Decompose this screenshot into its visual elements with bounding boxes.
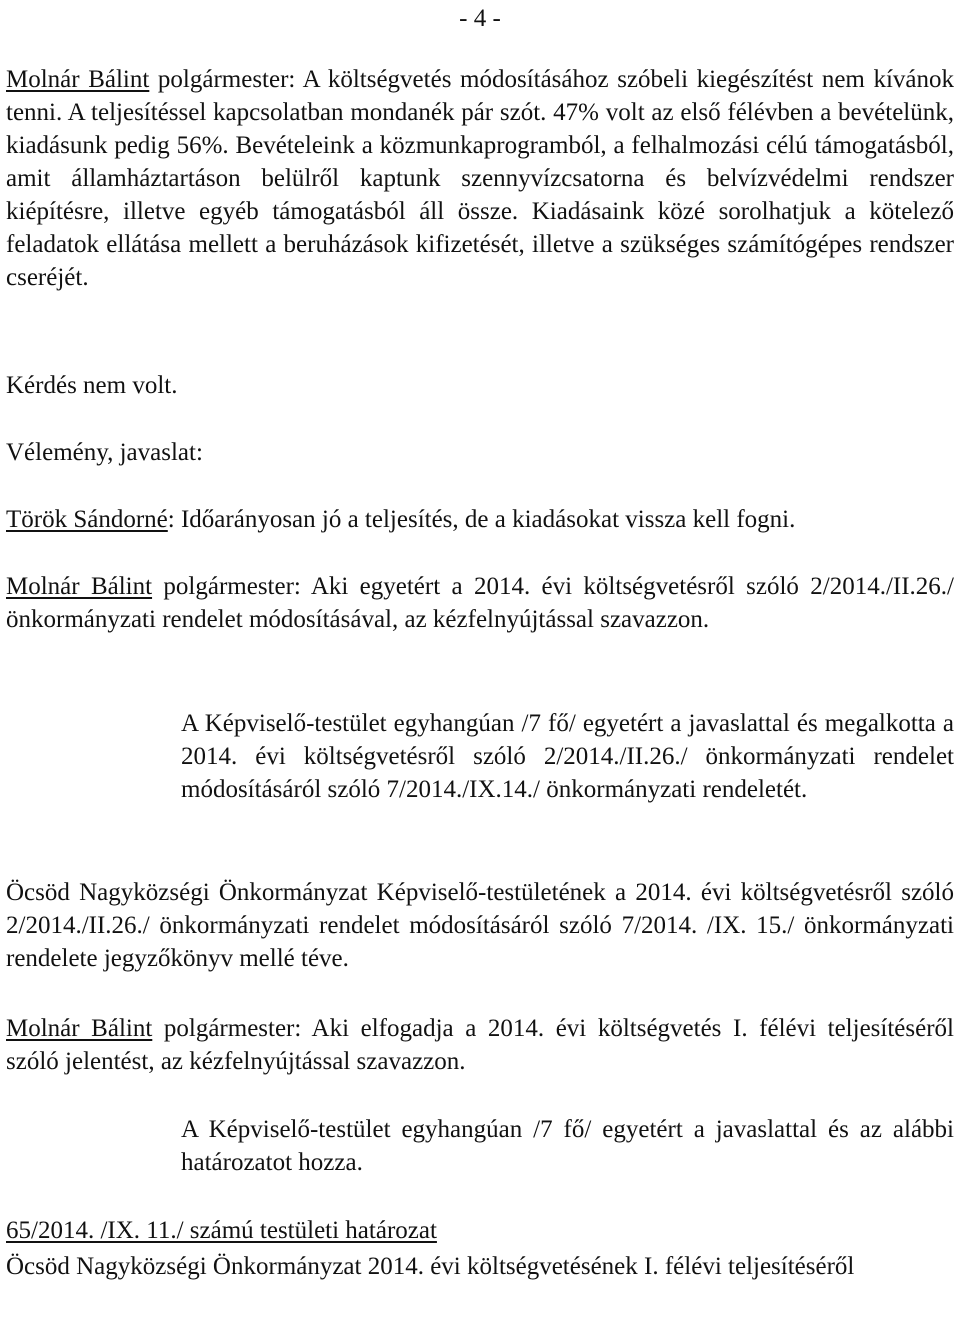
paragraph-comment bbox=[6, 503, 954, 536]
paragraph-opinion-label: Vélemény, javaslat: bbox=[6, 439, 203, 466]
paragraph-text: polgármester: Aki egyetért a 2014. évi költségvetésről szóló 2/2014./II.26./ önkormányzati rendelet módosításával, az kézfelnyújtással szavazzon. bbox=[6, 573, 954, 633]
paragraph-text: polgármester: Aki elfogadja a 2014. évi költségvetés I. félévi teljesítéséről szóló jelentést, az kézfelnyújtással szavazzon. bbox=[6, 1015, 954, 1075]
paragraph-no-questions: Kérdés nem volt. bbox=[6, 372, 178, 399]
speaker-name: Molnár Bálint bbox=[6, 66, 150, 93]
speaker-name: Molnár Bálint bbox=[6, 573, 153, 600]
paragraph-text: : Időarányosan jó a teljesítés, de a kiadásokat vissza kell fogni. bbox=[167, 506, 796, 533]
resolution-heading bbox=[6, 1214, 954, 1247]
resolution-title: Öcsöd Nagyközségi Önkormányzat 2014. évi költségvetésének I. félévi teljesítéséről bbox=[6, 1253, 855, 1280]
paragraph-vote-call-report bbox=[6, 1012, 954, 1078]
resolution-number: 65/2014. /IX. 11./ számú testületi határozat bbox=[6, 1217, 437, 1244]
paragraph-mayor-statement bbox=[6, 63, 954, 294]
paragraph-vote-call bbox=[6, 570, 954, 636]
speaker-name: Török Sándorné bbox=[6, 506, 168, 533]
paragraph-attachment-note: Öcsöd Nagyközségi Önkormányzat Képviselő-testületének a 2014. évi költségvetésről szóló 2/2014./II.26./ önkormányzati rendelet módosításáról szóló 7/2014. /IX. 15./ önkormányzati rendelete jegyzőkönyv mellé téve. bbox=[6, 879, 954, 972]
paragraph-decision-resolution: A Képviselő-testület egyhangúan /7 fő/ egyetért a javaslattal és az alábbi határozatot hozza. bbox=[181, 1116, 954, 1176]
paragraph-text: polgármester: A költségvetés módosításához szóbeli kiegészítést nem kívánok tenni. A teljesítéssel kapcsolatban mondanék pár szót. 47% volt az első félévben a bevételünk, kiadásunk pedig 56%. Bevételeink a közmunkaprogramból, a felhalmozási célú támogatásból, amit államháztartáson belülről kaptunk szennyvízcsatorna és belvízvédelmi rendszer kiépítésre, illetve egyéb támogatásból áll össze. Kiadásaink közé sorolhatjuk a kötelező feladatok ellátása mellett a beruházások kifizetését, illetve a szükséges számítógépes rendszer cseréjét. bbox=[6, 66, 954, 291]
speaker-name: Molnár Bálint bbox=[6, 1015, 153, 1042]
page-number: - 4 - bbox=[459, 5, 501, 32]
paragraph-decision-ordinance: A Képviselő-testület egyhangúan /7 fő/ egyetért a javaslattal és megalkotta a 2014. évi költségvetésről szóló 2/2014./II.26./ önkormányzati rendelet módosításáról szóló 7/2014./IX.14./ önkormányzati rendeletét. bbox=[181, 710, 954, 803]
